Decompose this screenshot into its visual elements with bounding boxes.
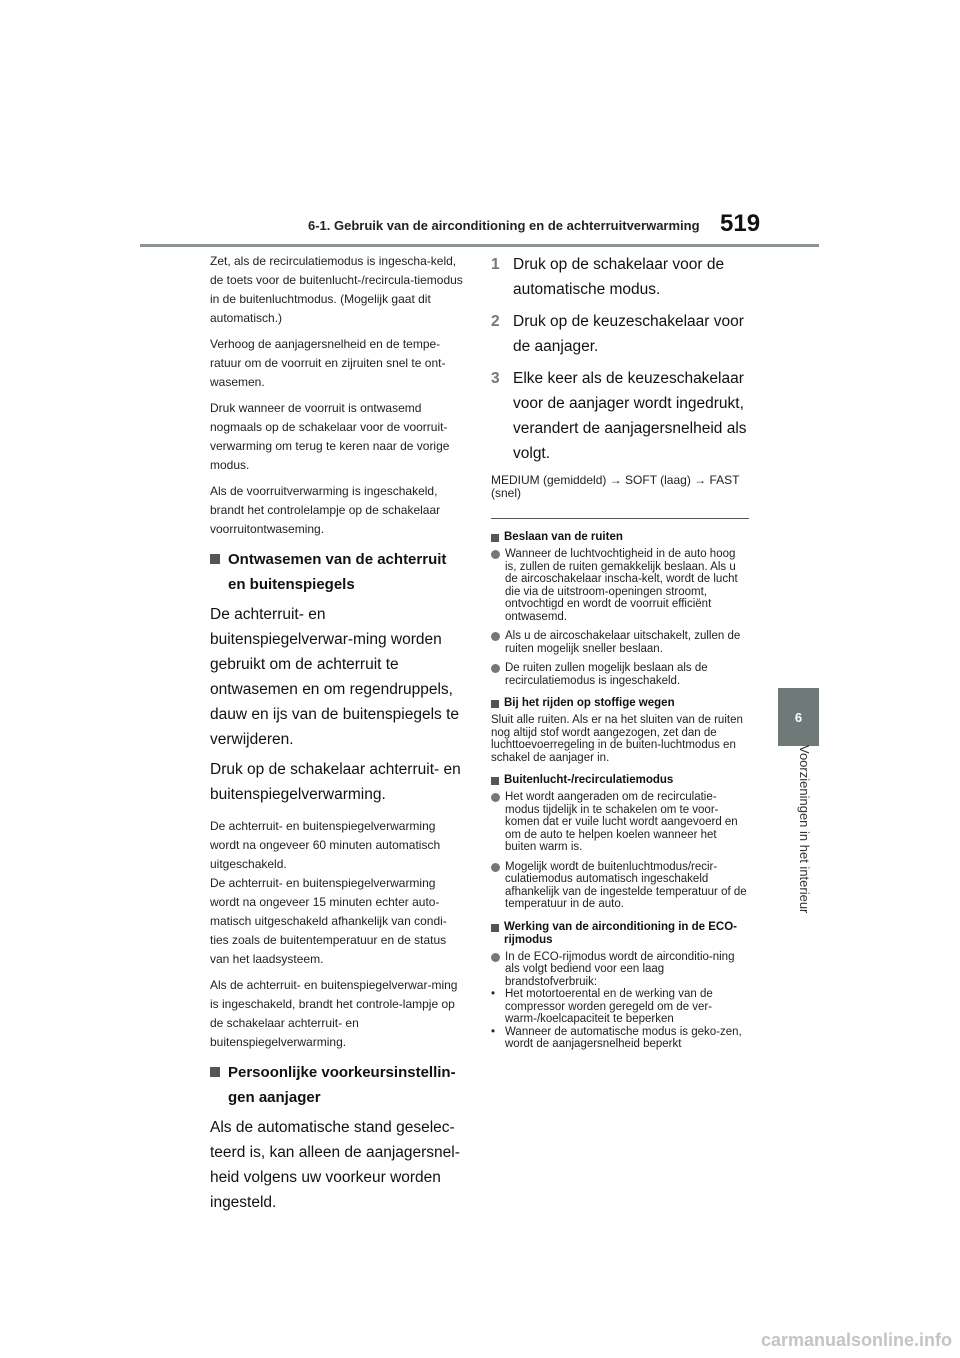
list-item-text: De ruiten zullen mogelijk beslaan als de recirculatiemodus is ingeschakeld. xyxy=(505,662,708,687)
step-number: 3 xyxy=(491,370,500,387)
round-bullet-icon xyxy=(491,863,500,872)
step-text: Druk op de keuzeschakelaar voor de aanjager. xyxy=(513,313,744,355)
list-item-text: Mogelijk wordt de buitenluchtmodus/recir-culatiemodus automatisch ingeschakeld afhankelijk van de ingestelde temperatuur of de temperatuur in de auto. xyxy=(505,860,747,910)
watermark: carmanualsonline.info xyxy=(760,1330,952,1350)
paragraph: De achterruit- en buitenspiegelverwarming wordt na ongeveer 15 minuten echter auto-matisch uitgeschakeld afhankelijk van condi-ties zoals de buitentemperatuur en de status van het laadsysteem. xyxy=(210,876,447,966)
sub-bullet-mark: • xyxy=(491,1025,496,1038)
step-text: Druk op de schakelaar voor de automatische modus. xyxy=(513,256,725,298)
step-item xyxy=(491,252,749,302)
square-bullet-icon xyxy=(491,777,499,785)
paragraph: Druk op de schakelaar achterruit- en buitenspiegelverwarming. xyxy=(210,761,461,803)
square-bullet-icon xyxy=(491,700,499,708)
square-bullet-icon xyxy=(491,924,499,932)
round-bullet-icon xyxy=(491,953,500,962)
paragraph: De achterruit- en buitenspiegelverwar-ming worden gebruikt om de achterruit te ontwasemen en om regendruppels, dauw en ijs van de buitenspiegels te verwijderen. xyxy=(210,606,460,748)
list-item xyxy=(491,630,749,655)
paragraph: De achterruit- en buitenspiegelverwarming wordt na ongeveer 60 minuten automatisch uitgeschakeld. xyxy=(210,819,441,871)
note-heading xyxy=(491,531,749,544)
list-item-text: Wanneer de luchtvochtigheid in de auto hoog is, zullen de ruiten gemakkelijk beslaan. Als u de aircoschakelaar inscha-kelt, wordt de lucht die via de uitstroom-openingen stroomt, ontvochtigd en wordt de voorruit efficiënt ontwasemd. xyxy=(505,548,738,623)
step-item xyxy=(491,309,749,359)
header-rule xyxy=(140,244,819,247)
paragraph: Als de voorruitverwarming is ingeschakeld, brandt het controlelampje op de schakelaar voorruitontwaseming. xyxy=(210,484,441,536)
list-item-text: Het wordt aangeraden om de recirculatie-modus tijdelijk in te schakelen om te voor-komen dat er vuile lucht wordt aangevoerd en om de auto te helpen koelen wanneer het buiten warm is. xyxy=(505,791,738,853)
round-bullet-icon xyxy=(491,550,500,559)
note-heading-text: Buitenlucht-/recirculatiemodus xyxy=(504,774,674,786)
section-heading-text: Persoonlijke voorkeursinstellin-gen aanjager xyxy=(228,1064,456,1106)
square-bullet-icon xyxy=(210,554,220,564)
list-item xyxy=(491,861,749,911)
section-title: 6-1. Gebruik van de airconditioning en de achterruitverwarming xyxy=(308,218,700,233)
sub-list-item xyxy=(491,988,749,1026)
paragraph: Als de achterruit- en buitenspiegelverwar-ming is ingeschakeld, brandt het controle-lampje op de schakelaar achterruit- en buitenspiegelverwarming. xyxy=(210,978,458,1049)
chapter-tab xyxy=(778,688,819,746)
paragraph: Als de automatische stand geselec-teerd is, kan alleen de aanjagersnel-heid volgens uw voorkeur worden ingesteld. xyxy=(210,1119,460,1211)
paragraph: Zet, als de recirculatiemodus is ingescha-keld, de toets voor de buitenlucht-/recircula-tiemodus in de buitenluchtmodus. (Mogelijk gaat dit automatisch.) xyxy=(210,254,463,325)
step-text: Elke keer als de keuzeschakelaar voor de aanjager wordt ingedrukt, verandert de aanjagersnelheid als volgt. xyxy=(513,370,747,462)
note-heading xyxy=(491,697,749,710)
square-bullet-icon xyxy=(491,534,499,542)
divider xyxy=(491,518,749,519)
chapter-number: 6 xyxy=(794,709,803,725)
note-heading-text: Bij het rijden op stoffige wegen xyxy=(504,697,675,709)
list-item xyxy=(491,791,749,854)
note-heading-text: Werking van de airconditioning in de ECO-rijmodus xyxy=(504,920,738,946)
sub-list-item xyxy=(491,1026,749,1051)
list-item-text: In de ECO-rijmodus wordt de airconditio-ning als volgt bediend voor een laag brandstofverbruik: xyxy=(505,950,735,988)
speed-sequence: MEDIUM (gemiddeld) → SOFT (laag) → FAST (snel) xyxy=(491,473,740,500)
section-heading-text: Ontwasemen van de achterruit en buitenspiegels xyxy=(228,551,447,593)
section-heading xyxy=(210,547,464,597)
section-heading xyxy=(210,1060,464,1110)
note-heading xyxy=(491,774,749,787)
paragraph: Druk wanneer de voorruit is ontwasemd nogmaals op de schakelaar voor de voorruit-verwarming om terug te keren naar de vorige modus. xyxy=(210,401,450,472)
right-column xyxy=(491,252,749,1051)
step-item xyxy=(491,366,749,466)
left-column xyxy=(210,252,464,1220)
sub-list-item-text: Het motortoerental en de werking van de compressor worden geregeld om de ver-warm-/koelcapaciteit te beperken xyxy=(505,988,713,1025)
note-heading xyxy=(491,921,749,947)
sub-bullet-mark: • xyxy=(491,988,496,1000)
step-number: 2 xyxy=(491,313,500,330)
page-number: 519 xyxy=(720,210,761,237)
list-item xyxy=(491,548,749,623)
round-bullet-icon xyxy=(491,632,500,641)
list-item xyxy=(491,951,749,989)
chapter-title: Voorzieningen in het interieur xyxy=(797,745,812,914)
step-number: 1 xyxy=(491,256,500,273)
round-bullet-icon xyxy=(491,793,500,802)
note-heading-text: Beslaan van de ruiten xyxy=(504,531,623,543)
sub-list-item-text: Wanneer de automatische modus is geko-zen, wordt de aanjagersnelheid beperkt xyxy=(505,1025,742,1050)
list-item-text: Als u de aircoschakelaar uitschakelt, zullen de ruiten mogelijk sneller beslaan. xyxy=(505,630,741,655)
paragraph: Verhoog de aanjagersnelheid en de tempe-ratuur om de voorruit en zijruiten snel te ont-wasemen. xyxy=(210,337,446,389)
square-bullet-icon xyxy=(210,1067,220,1077)
note-text: Sluit alle ruiten. Als er na het sluiten van de ruiten nog altijd stof wordt aangezogen, zet dan de luchttoevoerregeling in de buiten-luchtmodus en schakel de aanjager in. xyxy=(491,714,743,764)
list-item xyxy=(491,662,749,687)
round-bullet-icon xyxy=(491,664,500,673)
